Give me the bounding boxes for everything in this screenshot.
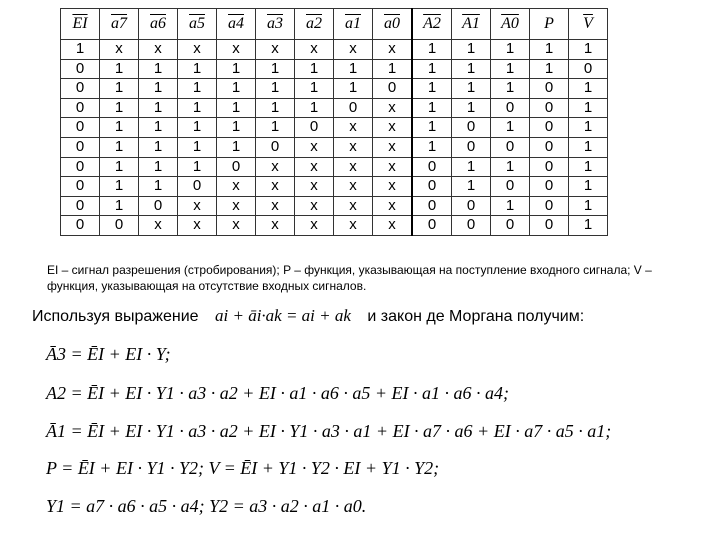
table-cell: x [334,157,373,177]
table-cell: 1 [217,59,256,79]
table-cell: x [178,196,217,216]
table-cell: 0 [61,59,100,79]
formula-y: Y1 = a7 · a6 · a5 · a4; Y2 = a3 · a2 · a1 · a0. [46,496,367,516]
table-row [61,79,608,99]
table-row [61,196,608,216]
table-cell: 0 [569,59,608,79]
table-body [61,40,608,236]
table-cell: 0 [178,177,217,197]
table-cell: 1 [412,40,452,60]
table-cell: 1 [452,157,491,177]
table-cell: 1 [217,137,256,157]
table-cell: x [100,40,139,60]
table-cell: 1 [178,79,217,99]
table-cell: 0 [373,79,413,99]
table-cell: 1 [569,137,608,157]
table-cell: 1 [569,216,608,236]
table-cell: 0 [530,157,569,177]
table-cell: 0 [491,98,530,118]
table-cell: 0 [452,137,491,157]
table-cell: 1 [530,59,569,79]
table-row [61,157,608,177]
table-cell: 1 [491,157,530,177]
table-cell: 1 [334,59,373,79]
table-cell: 0 [61,118,100,138]
table-header-row [61,9,608,40]
table-cell: 1 [139,79,178,99]
table-cell: 0 [530,196,569,216]
table-cell: 1 [217,98,256,118]
table-cell: 0 [61,157,100,177]
table-cell: 0 [412,157,452,177]
table-cell: 1 [569,98,608,118]
formula-a3: Ā3 = ĒI + EI · Y; [46,344,171,364]
table-cell: x [295,157,334,177]
table-cell: 1 [412,59,452,79]
table-cell: 1 [217,118,256,138]
table-cell: 1 [217,79,256,99]
table-cell: 1 [100,118,139,138]
table-cell: 1 [100,59,139,79]
hint-expression: ai + āi·ak = ai + ak [215,306,351,325]
truth-table [60,8,608,236]
table-cell: 1 [178,98,217,118]
table-cell: 1 [295,98,334,118]
table-cell: x [373,177,413,197]
col-header: a1 [334,9,373,40]
table-cell: 1 [295,59,334,79]
col-header: $\overline{EI}$ [61,9,100,40]
table-cell: x [217,216,256,236]
table-cell: 0 [530,79,569,99]
table-cell: 0 [452,196,491,216]
table-cell: 1 [569,157,608,177]
table-cell: 1 [139,137,178,157]
table-cell: 0 [334,98,373,118]
table-cell: x [256,40,295,60]
table-cell: 0 [491,137,530,157]
table-cell: 0 [412,177,452,197]
table-cell: 1 [256,98,295,118]
table-cell: x [373,118,413,138]
col-header: $\overline{V}$ [569,9,608,40]
table-cell: 1 [139,98,178,118]
table-cell: x [334,40,373,60]
table-cell: 1 [178,59,217,79]
table-cell: 1 [452,59,491,79]
table-cell: x [334,118,373,138]
table-cell: 0 [412,216,452,236]
table-cell: x [334,177,373,197]
col-header: a3 [256,9,295,40]
table-cell: 1 [100,137,139,157]
col-header: a2 [295,9,334,40]
table-cell: 1 [491,118,530,138]
table-cell: 1 [412,118,452,138]
table-cell: x [373,98,413,118]
table-cell: 0 [530,137,569,157]
table-cell: 0 [491,216,530,236]
table-cell: 1 [412,98,452,118]
table-row [61,177,608,197]
table-cell: x [373,137,413,157]
table-cell: 1 [412,137,452,157]
table-cell: 0 [452,118,491,138]
table-cell: x [373,196,413,216]
table-cell: x [373,157,413,177]
table-cell: 0 [61,137,100,157]
table-cell: 1 [530,40,569,60]
table-cell: 0 [530,216,569,236]
table-cell: 0 [61,98,100,118]
table-cell: x [373,40,413,60]
table-cell: 0 [61,177,100,197]
table-cell: x [217,40,256,60]
formula-a1: Ā1 = ĒI + EI · Y1 · a3 · a2 + EI · Y1 · a3 · a1 + EI · a7 · a6 + EI · a7 · a5 · a1; [46,421,612,441]
table-cell: x [334,137,373,157]
table-cell: 1 [100,196,139,216]
hint-line [32,306,712,326]
table-cell: 1 [452,79,491,99]
table-cell: x [217,177,256,197]
table-cell: 1 [139,177,178,197]
table-cell: 1 [491,196,530,216]
col-header: A1 [452,9,491,40]
table-cell: 0 [217,157,256,177]
table-cell: 1 [100,157,139,177]
table-cell: 1 [256,79,295,99]
table-cell: 1 [452,98,491,118]
table-cell: 1 [256,59,295,79]
table-cell: 1 [100,177,139,197]
table-cell: 1 [178,137,217,157]
formula-a2: A2 = ĒI + EI · Y1 · a3 · a2 + EI · a1 · a6 · a5 + EI · a1 · a6 · a4; [46,383,510,403]
table-cell: 0 [100,216,139,236]
col-header: A2 [412,9,452,40]
table-cell: x [256,196,295,216]
table-cell: x [295,40,334,60]
table-cell: 0 [530,118,569,138]
table-cell: 1 [569,118,608,138]
table-cell: 1 [100,79,139,99]
table-cell: 0 [61,79,100,99]
col-header: A0 [491,9,530,40]
table-cell: 1 [139,118,178,138]
table-cell: 1 [295,79,334,99]
table-cell: x [178,40,217,60]
table-cell: 1 [178,157,217,177]
table-cell: 1 [139,59,178,79]
col-header: a5 [178,9,217,40]
table-cell: x [295,216,334,236]
table-cell: 0 [256,137,295,157]
table-row [61,137,608,157]
table-cell: x [139,216,178,236]
col-header: a4 [217,9,256,40]
table-cell: x [256,216,295,236]
table-cell: 1 [452,177,491,197]
table-cell: 0 [530,98,569,118]
table-cell: x [256,157,295,177]
table-cell: 1 [452,40,491,60]
table-cell: 1 [569,79,608,99]
table-cell: 1 [569,177,608,197]
col-header: P [530,9,569,40]
table-cell: 1 [334,79,373,99]
table-cell: 0 [61,196,100,216]
table-cell: 0 [295,118,334,138]
table-cell: x [256,177,295,197]
table-cell: 1 [256,118,295,138]
table-row [61,40,608,60]
col-header: a7 [100,9,139,40]
table-row [61,59,608,79]
table-cell: 0 [139,196,178,216]
table-cell: x [295,177,334,197]
note-text: EI – сигнал разрешения (стробирования); P – функция, указывающая на поступление входного сигнала; V – функция, указывающая на отсутствие входных сигналов. [47,263,652,293]
table-cell: 0 [530,177,569,197]
table-cell: x [178,216,217,236]
table-row [61,118,608,138]
table-cell: 1 [178,118,217,138]
table-row [61,216,608,236]
table-cell: 1 [373,59,413,79]
formula-p-v: P = ĒI + EI · Y1 · Y2; V = ĒI + Y1 · Y2 · EI + Y1 · Y2; [46,458,440,478]
table-cell: x [334,196,373,216]
col-header: a6 [139,9,178,40]
table-cell: 0 [452,216,491,236]
col-header: a0 [373,9,413,40]
table-cell: 1 [491,59,530,79]
hint-before: Используя выражение [32,308,199,325]
table-cell: x [295,196,334,216]
table-cell: 1 [491,40,530,60]
table-cell: 1 [491,79,530,99]
table-cell: 1 [412,79,452,99]
table-cell: x [334,216,373,236]
table-cell: 1 [139,157,178,177]
table-cell: 1 [61,40,100,60]
table-cell: x [217,196,256,216]
table-cell: 0 [61,216,100,236]
table-cell: x [139,40,178,60]
table-cell: 1 [569,40,608,60]
table-cell: 0 [412,196,452,216]
table-cell: 0 [491,177,530,197]
table-cell: x [373,216,413,236]
table-row [61,98,608,118]
table-cell: 1 [100,98,139,118]
hint-after: и закон де Моргана получим: [367,308,585,325]
table-cell: 1 [569,196,608,216]
table-cell: x [295,137,334,157]
